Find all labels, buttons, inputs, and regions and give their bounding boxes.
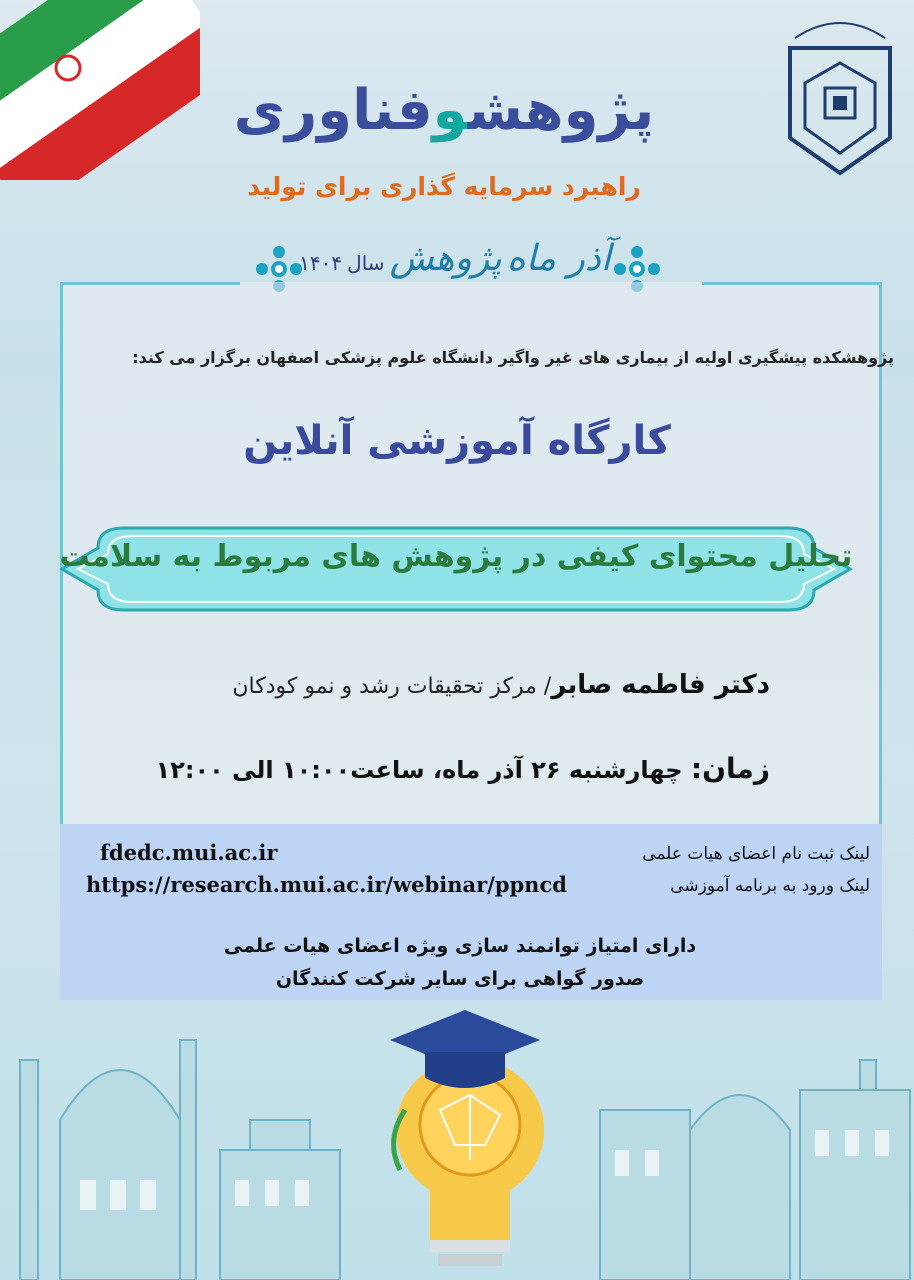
- speaker-affiliation: / مرکز تحقیقات رشد و نمو کودکان: [232, 674, 552, 699]
- year-number: ۱۴۰۴: [299, 251, 343, 275]
- note-certificate: صدور گواهی برای سایر شرکت کنندگان: [275, 968, 645, 990]
- year-month: آذر ماه: [506, 238, 611, 279]
- faculty-link-label: لینک ثبت نام اعضای هیات علمی: [642, 844, 870, 864]
- frame-top-right-divider: [702, 282, 882, 285]
- note-faculty-credit: دارای امتیاز توانمند سازی ویژه اعضای هیات علمی: [223, 935, 697, 957]
- lightbulb-graduation-icon: [370, 1000, 570, 1280]
- speaker-line: [130, 670, 770, 700]
- title-part-1: پژوهش: [467, 78, 655, 143]
- topic-title: تحلیل محتوای کیفی در پژوهش های مربوط به سلامت: [59, 539, 853, 574]
- speaker-name: دکتر فاطمه صابر: [551, 670, 770, 700]
- entry-link-url[interactable]: https://research.mui.ac.ir/webinar/ppncd: [86, 872, 567, 897]
- workshop-title: کارگاه آموزشی آنلاین: [243, 418, 671, 464]
- header-title: [144, 78, 744, 143]
- time-value: چهارشنبه ۲۶ آذر ماه، ساعت۱۰:۰۰ الی ۱۲:۰۰: [155, 756, 691, 784]
- year-word: پژوهش: [389, 238, 502, 279]
- header-subtitle: راهبرد سرمایه گذاری برای تولید: [247, 172, 641, 201]
- title-part-2: فناوری: [233, 78, 433, 143]
- frame-top-left-divider: [60, 282, 240, 285]
- time-label: زمان:: [690, 752, 770, 785]
- time-line: [130, 752, 770, 785]
- university-logo-image: [780, 8, 900, 178]
- faculty-link-url[interactable]: fdedc.mui.ac.ir: [100, 840, 278, 865]
- entry-link-label: لینک ورود به برنامه آموزشی: [670, 876, 870, 896]
- year-sal: سال: [347, 251, 385, 275]
- organizer-line: پژوهشکده پیشگیری اولیه از بیماری های غیر واگیر دانشگاه علوم پزشکی اصفهان برگزار می کند:: [132, 348, 894, 367]
- title-connector: و: [432, 78, 468, 143]
